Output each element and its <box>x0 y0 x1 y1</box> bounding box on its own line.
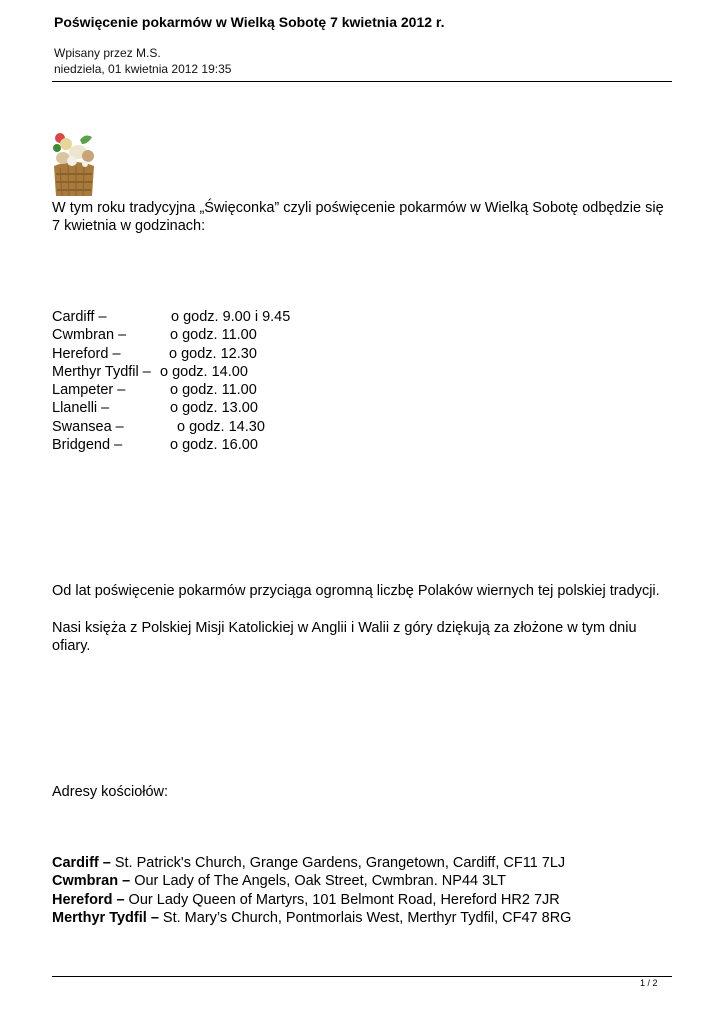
schedule-place: Hereford – <box>52 345 121 362</box>
schedule-time: o godz. 9.00 i 9.45 <box>171 309 291 325</box>
address-row <box>52 909 571 927</box>
schedule-place: Cardiff – <box>52 309 107 325</box>
schedule-place: Lampeter – <box>52 382 126 399</box>
schedule-place: Cwmbran – <box>52 327 127 344</box>
schedule-place: Llanelli – <box>52 400 110 417</box>
addresses-heading: Adresy kościołów: <box>52 784 169 800</box>
schedule-place: Merthyr Tydfil – <box>52 363 151 380</box>
address-row <box>52 872 571 890</box>
address-row <box>52 854 571 872</box>
address-city: Cardiff – <box>52 855 111 871</box>
schedule-time: o godz. 11.00 <box>170 327 257 344</box>
easter-basket-image <box>52 128 96 198</box>
address-list <box>52 854 571 927</box>
author-line: Wpisany przez M.S. <box>54 46 161 60</box>
intro-paragraph: W tym roku tradycyjna „Święconka” czyli poświęcenie pokarmów w Wielką Sobotę odbędzie się 7 kwietnia w godzinach: <box>52 200 664 234</box>
schedule-time: o godz. 14.30 <box>177 418 265 435</box>
page-number: 1 / 2 <box>640 978 658 988</box>
schedule-time: o godz. 13.00 <box>170 400 258 417</box>
schedule-time: o godz. 11.00 <box>170 382 257 399</box>
schedule-place: Swansea – <box>52 418 124 435</box>
header-divider <box>52 81 672 82</box>
address-city: Merthyr Tydfil – <box>52 909 159 926</box>
footer-divider <box>52 976 672 977</box>
schedule-place: Bridgend – <box>52 437 123 454</box>
address-text: Our Lady Queen of Martyrs, 101 Belmont Road, Hereford HR2 7JR <box>124 891 560 908</box>
address-text: St. Patrick's Church, Grange Gardens, Grangetown, Cardiff, CF11 7LJ <box>110 855 566 871</box>
address-text: Our Lady of The Angels, Oak Street, Cwmbran. NP44 3LT <box>130 873 507 890</box>
schedule-time: o godz. 12.30 <box>169 345 257 362</box>
article-title: Poświęcenie pokarmów w Wielką Sobotę 7 kwietnia 2012 r. <box>54 14 445 30</box>
address-text: St. Mary’s Church, Pontmorlais West, Merthyr Tydfil, CF47 8RG <box>158 909 572 926</box>
address-city: Hereford – <box>52 891 125 908</box>
schedule-time: o godz. 16.00 <box>170 437 258 454</box>
address-row <box>52 891 571 909</box>
address-city: Cwmbran – <box>52 873 131 890</box>
thanks-paragraph: Nasi księża z Polskiej Misji Katolickiej w Anglii i Walii z góry dziękują za złożone w tym dniu ofiary. <box>52 620 637 654</box>
schedule-time: o godz. 14.00 <box>160 363 248 380</box>
date-line: niedziela, 01 kwietnia 2012 19:35 <box>54 62 232 76</box>
tradition-paragraph: Od lat poświęcenie pokarmów przyciąga ogromną liczbę Polaków wiernych tej polskiej tradycji. <box>52 583 660 599</box>
